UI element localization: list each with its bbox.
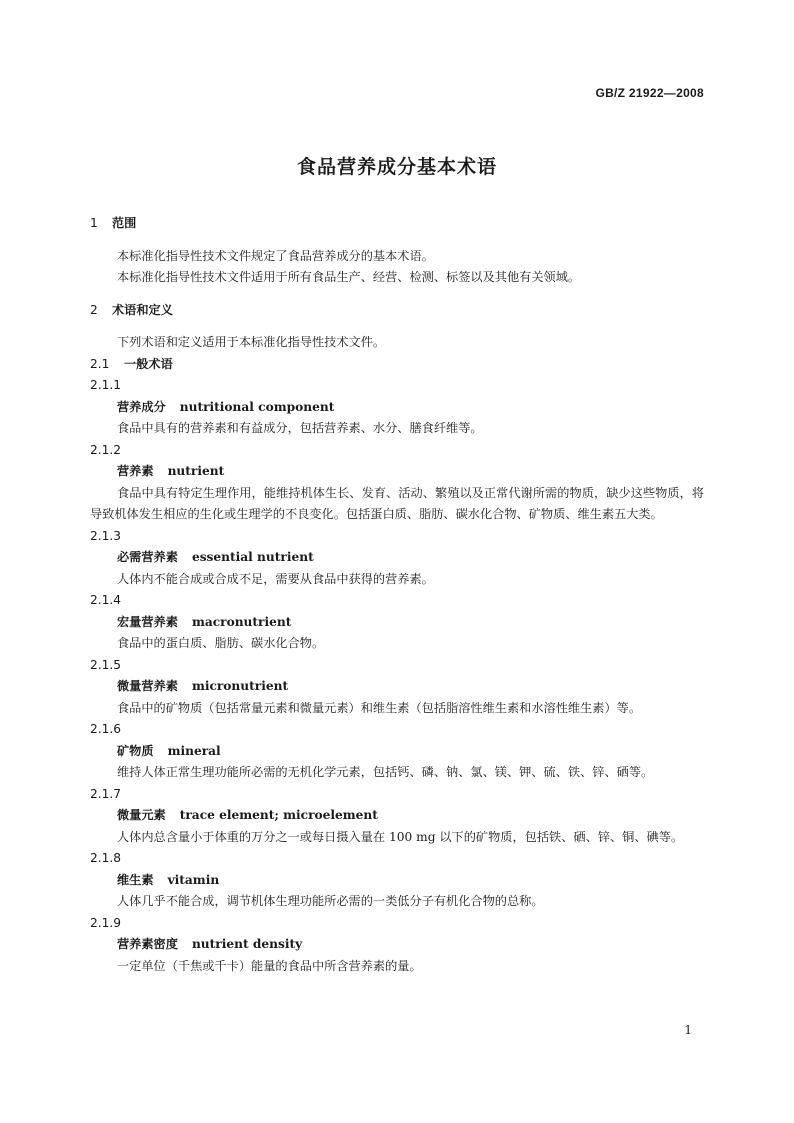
- term-chinese: 营养素: [117, 464, 154, 478]
- term-number: 2.1.7: [90, 786, 122, 801]
- term-number: 2.1.1: [90, 378, 122, 392]
- section-2-heading: [90, 300, 704, 322]
- term-number: 2.1.8: [90, 851, 122, 865]
- term-definition: 食品中的蛋白质、脂肪、碳水化合物。: [117, 636, 325, 650]
- section-title: 范围: [112, 216, 137, 230]
- term-english: vitamin: [167, 872, 220, 887]
- term-chinese: 营养素密度: [117, 937, 178, 951]
- term-definition: 食品中的矿物质（包括常量元素和微量元素）和维生素（包括脂溶性维生素和水溶性维生素）等。: [117, 700, 642, 715]
- term-list: [90, 375, 704, 977]
- term-heading: [90, 612, 704, 634]
- term-heading: [90, 397, 704, 419]
- term-chinese: 维生素: [117, 872, 154, 887]
- term-definition: 人体几乎不能合成，调节机体生理功能所必需的一类低分子有机化合物的总称。: [117, 894, 544, 908]
- term-chinese: 必需营养素: [117, 550, 178, 564]
- term-entry: [90, 655, 704, 720]
- section-title: 术语和定义: [112, 302, 173, 317]
- subsection-title: 一般术语: [124, 356, 173, 371]
- term-definition: 一定单位（千焦或千卡）能量的食品中所含营养素的量。: [117, 958, 422, 973]
- term-number: 2.1.5: [90, 657, 122, 672]
- term-entry: [90, 848, 704, 913]
- term-english: essential nutrient: [191, 550, 314, 564]
- document-title: 食品营养成分基本术语: [296, 156, 497, 178]
- term-entry: [90, 440, 704, 526]
- term-heading: [90, 934, 704, 956]
- term-chinese: 营养成分: [117, 399, 166, 414]
- term-entry: [90, 913, 704, 978]
- term-number: 2.1.6: [90, 722, 122, 736]
- section-number: 2: [90, 302, 98, 317]
- scope-paragraph: 本标准化指导性技术文件适用于所有食品生产、经营、检测、标签以及其他有关领域。: [117, 270, 581, 284]
- term-english: nutrient density: [191, 937, 303, 951]
- term-entry: [90, 526, 704, 591]
- term-english: macronutrient: [191, 614, 292, 629]
- term-entry: [90, 590, 704, 655]
- term-heading: [90, 805, 704, 827]
- term-heading: [90, 461, 704, 483]
- subsection-heading: [90, 354, 704, 376]
- term-definition: 人体内总含量小于体重的万分之一或每日摄入量在 100 mg 以下的矿物质，包括铁、硒、锌、铜、碘等。: [117, 829, 684, 844]
- page-number: 1: [684, 1023, 692, 1037]
- term-number: 2.1.3: [90, 528, 122, 543]
- term-entry: [90, 719, 704, 784]
- term-number: 2.1.2: [90, 442, 122, 457]
- terms-intro: 下列术语和定义适用于本标准化指导性技术文件。: [117, 335, 386, 349]
- term-entry: [90, 375, 704, 440]
- section-number: 1: [90, 216, 98, 230]
- document-code: GB/Z 21922—2008: [595, 86, 704, 100]
- term-heading: [90, 676, 704, 698]
- term-number: 2.1.4: [90, 593, 122, 607]
- subsection-number: 2.1: [90, 356, 110, 371]
- term-definition: 食品中具有的营养素和有益成分，包括营养素、水分、膳食纤维等。: [117, 421, 483, 435]
- term-english: nutritional component: [179, 399, 335, 414]
- document-body: [90, 213, 704, 977]
- term-number: 2.1.9: [90, 915, 122, 930]
- term-heading: [90, 870, 704, 892]
- term-english: micronutrient: [191, 679, 289, 693]
- section-1-heading: [90, 213, 704, 235]
- term-definition: 维持人体正常生理功能所必需的无机化学元素，包括钙、磷、钠、氯、镁、钾、硫、铁、锌、硒等。: [117, 765, 654, 779]
- term-definition: 食品中具有特定生理作用，能维持机体生长、发育、活动、繁殖以及正常代谢所需的物质，缺少这些物质，将导致机体发生相应的生化或生理学的不良变化。包括蛋白质、脂肪、碳水化合物、矿物质、维生素五大类。: [90, 485, 704, 521]
- term-chinese: 矿物质: [117, 743, 154, 758]
- term-definition: 人体内不能合成或合成不足，需要从食品中获得的营养素。: [117, 571, 434, 586]
- term-chinese: 宏量营养素: [117, 614, 178, 629]
- term-english: nutrient: [167, 464, 225, 478]
- term-chinese: 微量元素: [117, 808, 166, 822]
- term-entry: [90, 784, 704, 849]
- scope-paragraph: 本标准化指导性技术文件规定了食品营养成分的基本术语。: [117, 248, 434, 263]
- term-heading: [90, 547, 704, 569]
- term-english: mineral: [167, 743, 221, 758]
- term-heading: [90, 741, 704, 763]
- term-english: trace element; microelement: [179, 808, 378, 822]
- term-chinese: 微量营养素: [117, 679, 178, 693]
